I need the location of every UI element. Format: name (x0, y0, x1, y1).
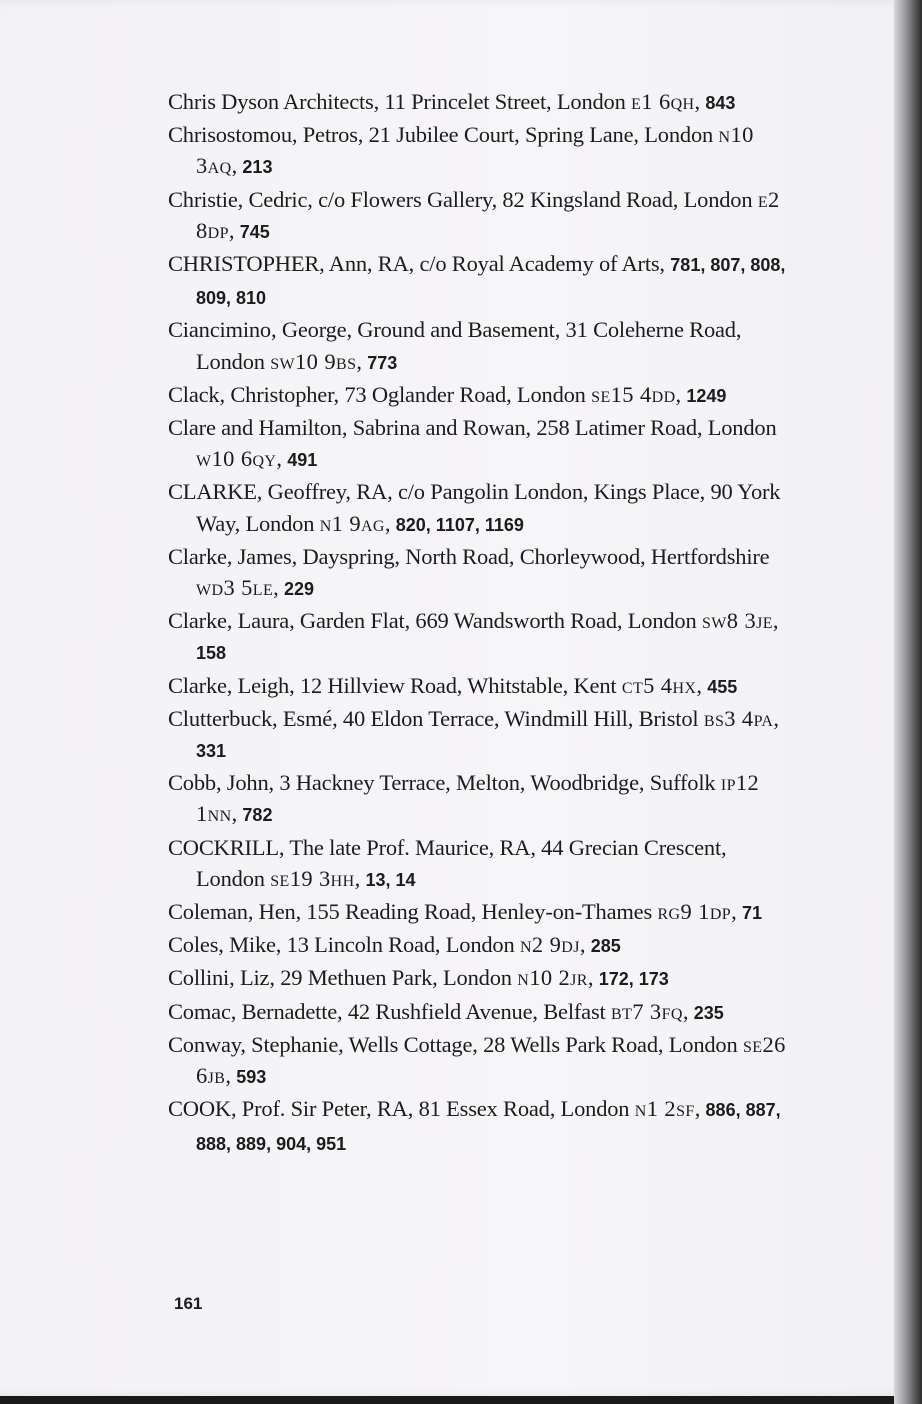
index-entry: Chris Dyson Architects, 11 Princelet Street, London e1 6qh, 843 (168, 89, 736, 114)
index-entry: Clutterbuck, Esmé, 40 Eldon Terrace, Windmill Hill, Bristol bs3 4pa, 331 (168, 705, 779, 762)
index-entry: Coles, Mike, 13 Lincoln Road, London n2 9dj, 285 (168, 932, 621, 958)
index-entry: Chrisostomou, Petros, 21 Jubilee Court, Spring Lane, London n10 3aq, 213 (168, 122, 754, 179)
index-entry: Clack, Christopher, 73 Oglander Road, London se15 4dd, 1249 (168, 381, 727, 407)
page-number: 161 (174, 1294, 203, 1313)
page-edge (894, 0, 922, 1404)
index-entry: COCKRILL, The late Prof. Maurice, RA, 44 Grecian Crescent, London se19 3hh, 13, 14 (168, 834, 727, 891)
index-entry: Cobb, John, 3 Hackney Terrace, Melton, Woodbridge, Suffolk ip12 1nn, 782 (168, 770, 760, 827)
index-entry: Clarke, Laura, Garden Flat, 669 Wandsworth Road, London sw8 3je, 158 (168, 608, 779, 664)
index-entry: COOK, Prof. Sir Peter, RA, 81 Essex Road, London n1 2sf, 886, 887, 888, 889, 904, 951 (168, 1096, 781, 1154)
index-entry: CLARKE, Geoffrey, RA, c/o Pangolin London, Kings Place, 90 York Way, London n1 9ag, 820, 1107, 1169 (168, 479, 781, 536)
index-entry: Coleman, Hen, 155 Reading Road, Henley-on-Thames rg9 1dp, 71 (168, 899, 762, 925)
index-entry: Christie, Cedric, c/o Flowers Gallery, 82 Kingsland Road, London e2 8dp, 745 (168, 186, 780, 243)
index-entry: Ciancimino, George, Ground and Basement, 31 Coleherne Road, London sw10 9bs, 773 (168, 317, 742, 374)
index-entry: Collini, Liz, 29 Methuen Park, London n10 2jr, 172, 173 (168, 965, 669, 991)
index-entry: Clare and Hamilton, Sabrina and Rowan, 258 Latimer Road, London w10 6qy, 491 (168, 415, 777, 472)
index-entry: Conway, Stephanie, Wells Cottage, 28 Wells Park Road, London se26 6jb, 593 (168, 1031, 786, 1089)
index-entry: Clarke, Leigh, 12 Hillview Road, Whitstable, Kent ct5 4hx, 455 (168, 672, 738, 698)
index-entry: Comac, Bernadette, 42 Rushfield Avenue, Belfast bt7 3fq, 235 (168, 998, 724, 1024)
index-entry: Clarke, James, Dayspring, North Road, Chorleywood, Hertfordshire wd3 5le, 229 (168, 543, 770, 601)
index-entries (168, 86, 788, 1160)
index-entry: CHRISTOPHER, Ann, RA, c/o Royal Academy of Arts, 781, 807, 808, 809, 810 (168, 251, 786, 309)
